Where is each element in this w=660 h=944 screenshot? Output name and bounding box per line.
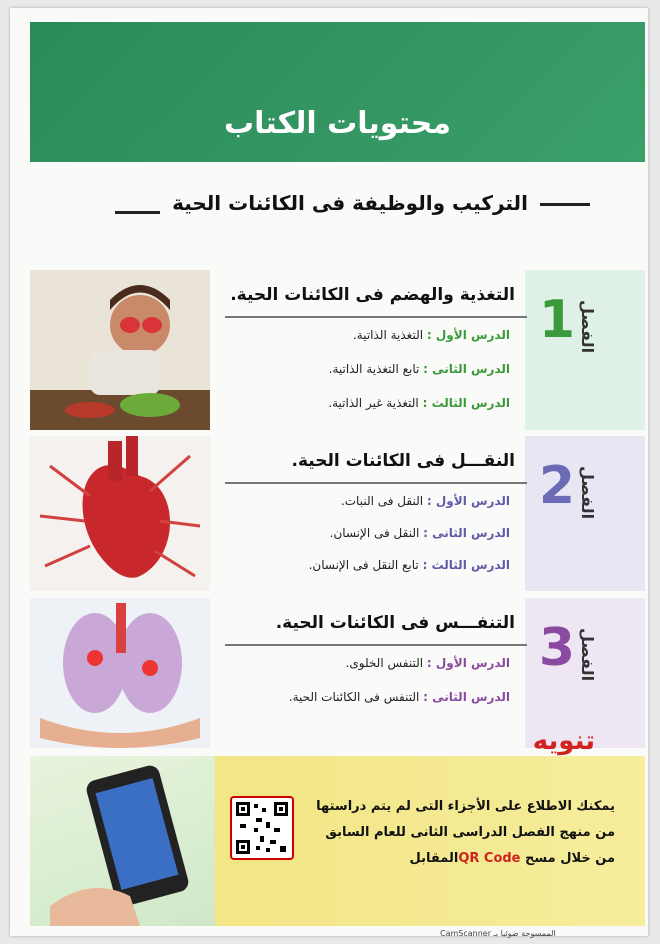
chapter-1-lesson-1: الدرس الأول : التغذية الذاتية. bbox=[352, 328, 510, 342]
chapter-3-lesson-2: الدرس الثانى : التنفس فى الكائنات الحية. bbox=[288, 690, 510, 704]
book-page bbox=[10, 8, 648, 936]
chapter-1-lesson-2: الدرس الثانى : تابع التغذية الذاتية. bbox=[328, 362, 510, 376]
chapter-3-title: التنفـــس فى الكائنات الحية. bbox=[275, 613, 515, 633]
chapter-1-tab bbox=[525, 270, 645, 430]
chapter-2-rule bbox=[225, 482, 527, 484]
chapter-1-lesson-3: الدرس الثالث : التغذية غير الذاتية. bbox=[328, 396, 510, 410]
chapter-2-lesson-1: الدرس الأول : النقل فى النبات. bbox=[340, 494, 510, 508]
chapter-2-tab bbox=[525, 436, 645, 591]
page-title: محتويات الكتاب bbox=[223, 106, 452, 141]
note-line-1: يمكنك الاطلاع على الأجزاء التى لم يتم دراستها bbox=[316, 799, 615, 814]
chapter-3-rule bbox=[225, 644, 527, 646]
chapter-1-title: التغذية والهضم فى الكائنات الحية. bbox=[230, 285, 515, 305]
qr-label: QR Code bbox=[458, 851, 521, 866]
scanner-watermark: الممسوحة ضوئيا بـ CamScanner bbox=[440, 929, 556, 938]
chapter-1-number: 1 bbox=[538, 290, 575, 350]
unit-title: التركيب والوظيفة فى الكائنات الحية bbox=[172, 191, 528, 215]
header-banner bbox=[30, 22, 645, 162]
chapter-2-image bbox=[30, 436, 210, 591]
note-heading: تنويه bbox=[532, 726, 595, 756]
note-line-3: من خلال مسح QR Codeالمقابل bbox=[409, 851, 615, 866]
chapter-1 bbox=[30, 270, 645, 430]
note-line-2: من منهج الفصل الدراسى الثانى للعام السابق bbox=[325, 825, 615, 840]
phone-image bbox=[30, 756, 215, 926]
title-dash-right bbox=[540, 203, 590, 206]
chapter-2-title: النقـــل فى الكائنات الحية. bbox=[291, 451, 515, 471]
chapter-2-lesson-2: الدرس الثانى : النقل فى الإنسان. bbox=[329, 526, 510, 540]
chapter-3-lesson-1: الدرس الأول : التنفس الخلوى. bbox=[345, 656, 510, 670]
title-dash-left bbox=[115, 211, 160, 214]
chapter-1-label: الفصل bbox=[578, 300, 597, 354]
chapter-1-body bbox=[210, 270, 645, 430]
chapter-1-rule bbox=[225, 316, 527, 318]
note-text bbox=[295, 794, 615, 872]
chapter-2-label: الفصل bbox=[578, 466, 597, 520]
chapter-1-image bbox=[30, 270, 210, 430]
qr-code[interactable] bbox=[230, 796, 294, 860]
chapter-3-image bbox=[30, 598, 210, 748]
note-box bbox=[30, 726, 645, 926]
chapter-3-number: 3 bbox=[538, 618, 575, 678]
chapter-2-lesson-3: الدرس الثالث : تابع النقل فى الإنسان. bbox=[308, 558, 510, 572]
chapter-3-label: الفصل bbox=[578, 628, 597, 682]
chapter-2-body bbox=[210, 436, 645, 591]
chapter-2-number: 2 bbox=[538, 456, 575, 516]
chapter-2 bbox=[30, 436, 645, 591]
